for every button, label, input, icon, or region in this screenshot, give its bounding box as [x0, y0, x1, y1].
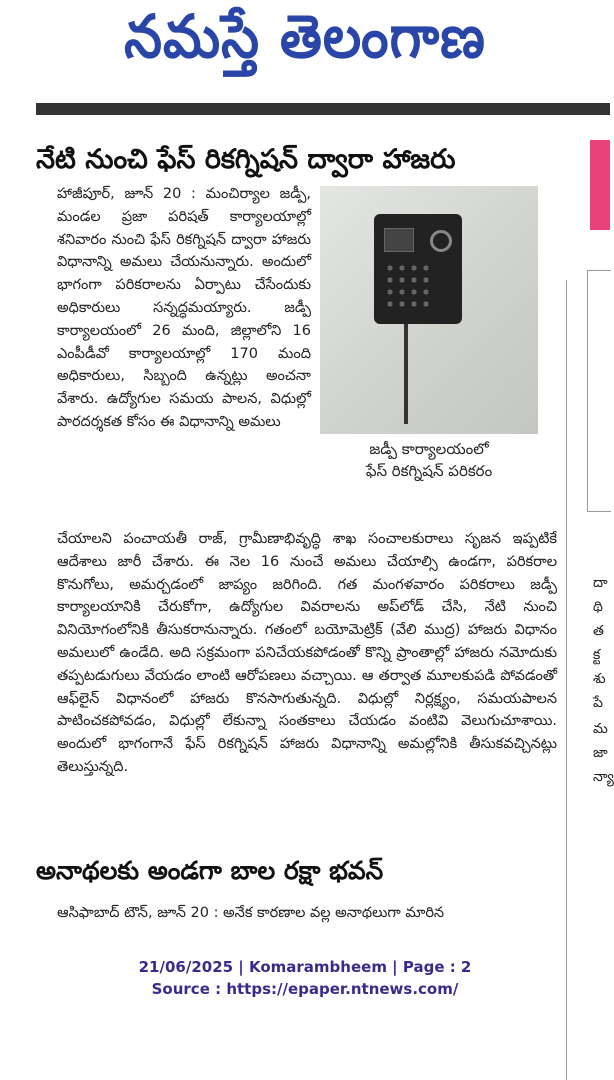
adjacent-column-fragment [565, 140, 614, 940]
article2-headline: అనాథలకు అండగా బాల రక్షా భవన్ [36, 856, 384, 885]
side-fragment: మ [593, 721, 608, 737]
side-fragment: న్యా [593, 769, 614, 785]
device-image [374, 214, 462, 324]
side-fragment: పే [593, 695, 603, 711]
article-body-narrow: హాజీపూర్, జూన్ 20 : మంచిర్యాల జడ్పీ, మండల ప్రజా పరిషత్ కార్యాలయాల్లో శనివారం నుంచి ఫేస్ రికగ్నిషన్ ద్వారా హాజరు విధానాన్ని అమలు చేయనున్నారు. అందులో భాగంగా పరికరాలను ఏర్పాటు చేసేందుకు అధికారులు సన్నద్ధమయ్యారు. జడ్పీ కార్యాలయంలో 26 మంది, జిల్లాలోని 16 ఎంపీడీవో కార్యాలయాల్లో 170 మంది అధికారులు, సిబ్బంది ఉన్నట్లు అంచనా వేశారు. ఉద్యోగుల సమయ పాలన, విధుల్లో పారదర్శకత కోసం ఈ విధానాన్ని అమలు [57, 186, 311, 430]
side-fragment: దా [593, 575, 608, 591]
side-fragment: క్ట [593, 647, 601, 663]
footer-source-link[interactable]: Source : https://epaper.ntnews.com/ [151, 980, 459, 998]
photo-caption [320, 438, 538, 482]
side-fragment: త [593, 623, 604, 639]
masthead-divider [36, 103, 610, 115]
article-body-wide: చేయాలని పంచాయతీ రాజ్, గ్రామీణాభివృద్ధి శాఖ సంచాలకురాలు సృజన ఇప్పటికే ఆదేశాలు జారీ చేశారు. ఈ నెల 16 నుంచే అమలు చేయాల్సి ఉండగా, పరికరాల కొనుగోలు, అమర్చడంలో జాప్యం జరిగింది. గత మంగళవారం పరికరాలు జడ్పీ కార్యాలయానికి చేరుకోగా, ఉద్యోగుల వివరాలను అప్‌లోడ్ చేసి, నేటి నుంచి వినియోగంలోనికి తీసుకరానున్నారు. గతంలో బయోమెట్రిక్ (వేలి ముద్ర) హాజరు విధానం అమలులో ఉండేది. అది సక్రమంగా పనిచేయకపోడంతో కొన్ని ప్రాంతాల్లో హాజరు నమోదుకు తప్పటడుగులు వేయడం లాంటి ఆరోపణలు వచ్చాయి. ఆ తర్వాత మూలకుపడి పోవడంతో ఆఫ్‌లైన్ విధానంలో హాజరు కొనసాగుతున్నది. విధుల్లో నిర్లక్ష్యం, సమయపాలన పాటించకపోవడం, విధుల్లో లేకున్నా సంతకాలు చేయడం వంటివి వెలుగుచూశాయి. అందులో భాగంగానే ఫేస్ రికగ్నిషన్ హాజరు విధానాన్ని అమల్లోనికి తీసుకవచ్చినట్లు తెలుస్తున్నది. [57, 531, 557, 775]
masthead [0, 0, 610, 95]
side-fragment: జా [593, 745, 608, 761]
adjacent-pink-accent [590, 140, 610, 230]
footer-date-edition: 21/06/2025 | Komarambheem | Page : 2 [138, 958, 472, 976]
article-headline: నేటి నుంచి ఫేస్ రికగ్నిషన్ ద్వారా హాజరు [36, 144, 456, 175]
side-fragment: థి [593, 599, 603, 615]
face-recognition-device-photo [320, 186, 538, 434]
side-fragment: శు [593, 671, 606, 687]
page-footer [0, 956, 610, 1000]
article-photo-block [320, 186, 538, 496]
photo-caption-line2: ఫేస్ రికగ్నిషన్ పరికరం [365, 462, 493, 480]
masthead-title: నమస్తే తెలంగాణ [124, 2, 486, 72]
photo-caption-line1: జడ్పీ కార్యాలయంలో [369, 440, 489, 458]
article2-body: ఆసిఫాబాద్ టౌన్, జూన్ 20 : అనేక కారణాల వల్ల అనాథలుగా మారిన [57, 905, 445, 921]
